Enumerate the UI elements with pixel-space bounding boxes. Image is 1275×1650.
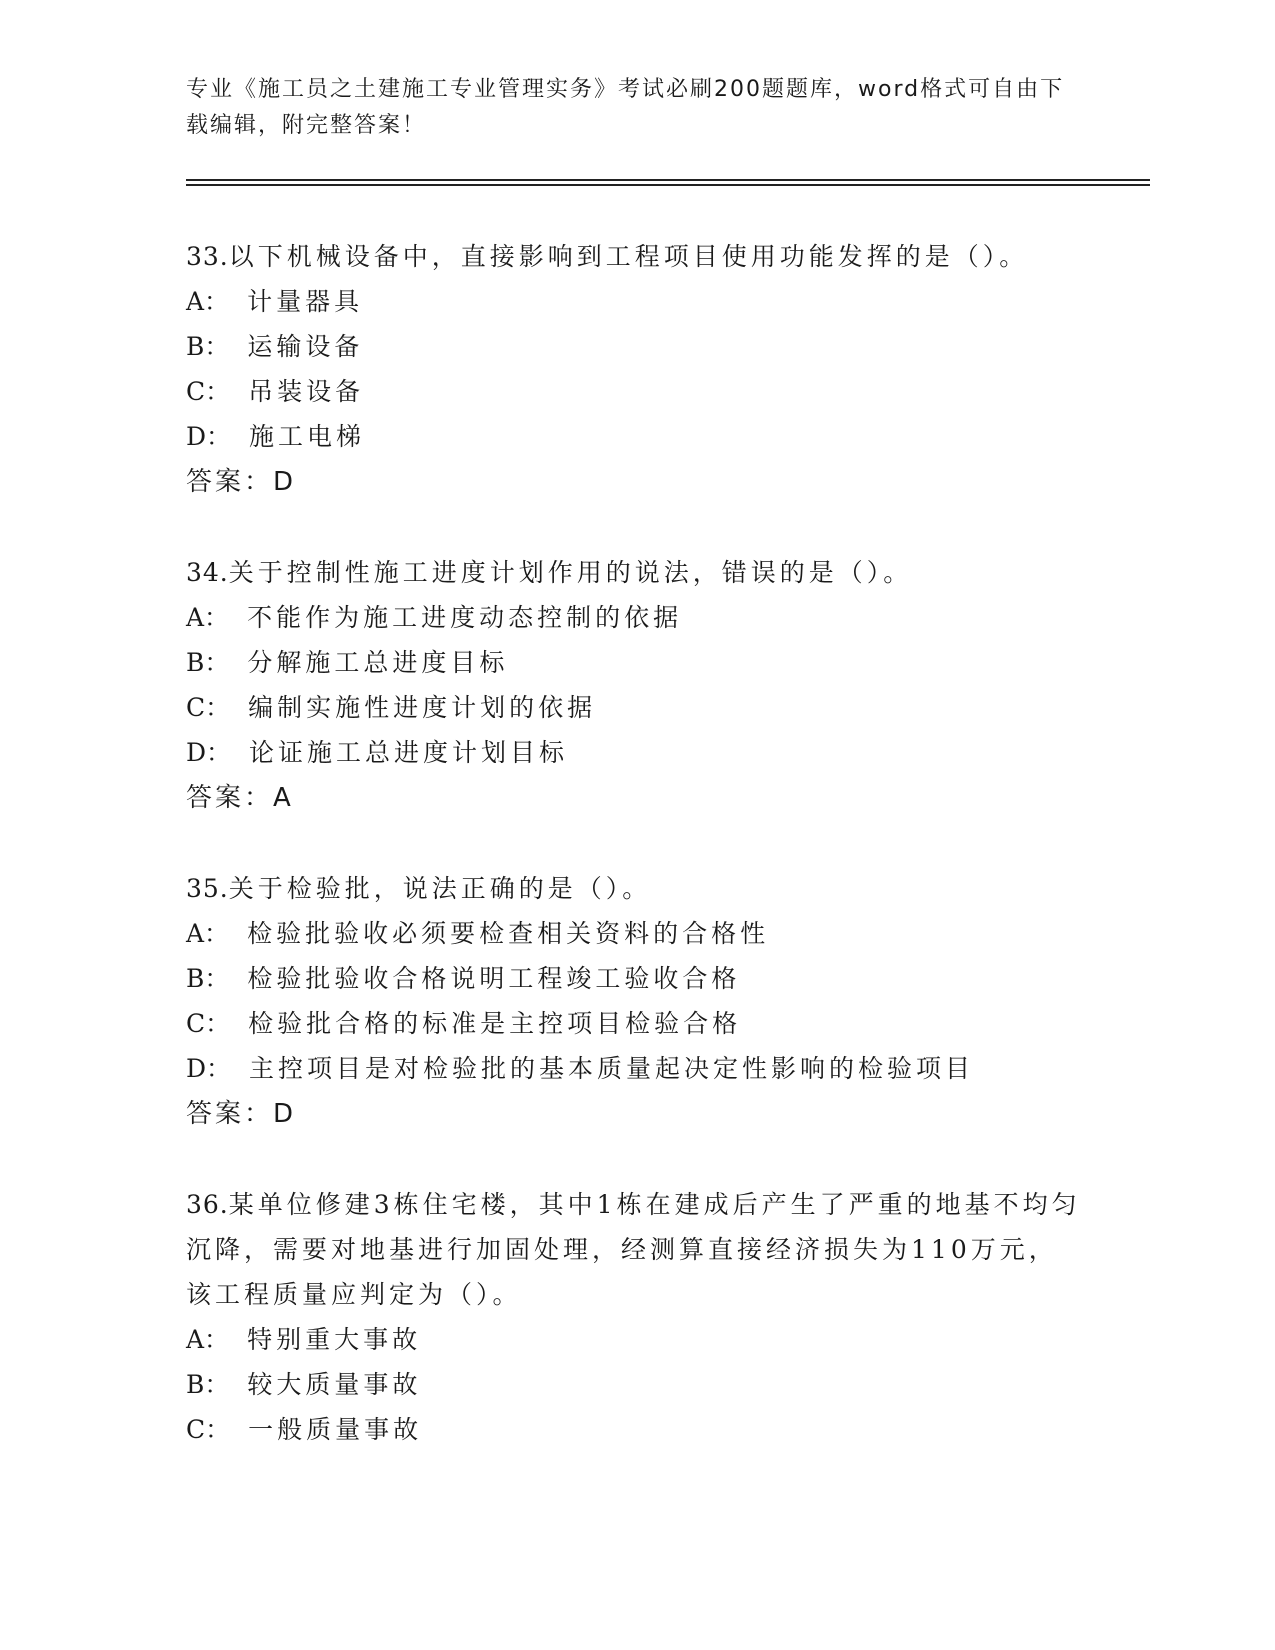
option-a	[186, 279, 1086, 324]
option-c	[186, 685, 1086, 730]
option-letter: C：	[186, 377, 231, 406]
question-text	[186, 866, 1086, 911]
question-number: 33.	[186, 242, 229, 271]
header-divider-bottom	[186, 184, 1150, 186]
answer: 答案：A	[186, 783, 294, 813]
option-text: 分解施工总进度目标	[247, 648, 509, 677]
option-text: 施工电梯	[249, 422, 366, 451]
option-letter: B：	[186, 332, 230, 361]
option-a	[186, 1317, 1086, 1362]
question-34	[186, 550, 1086, 821]
option-letter: D：	[186, 422, 232, 451]
header-title: 专业《施工员之土建施工专业管理实务》考试必刷200题题库，word格式可自由下载编辑，附完整答案！	[186, 77, 1065, 138]
option-letter: C：	[186, 1415, 231, 1444]
answer: 答案：D	[186, 1099, 297, 1129]
option-letter: D：	[186, 1054, 232, 1083]
question-35	[186, 866, 1086, 1137]
question-text	[186, 550, 1086, 595]
option-letter: B：	[186, 648, 230, 677]
option-a	[186, 595, 1086, 640]
option-d	[186, 1046, 1086, 1091]
question-text	[186, 1182, 1086, 1317]
option-b	[186, 640, 1086, 685]
question-stem: 关于控制性施工进度计划作用的说法，错误的是（）。	[228, 558, 913, 587]
option-b	[186, 324, 1086, 369]
option-d	[186, 730, 1086, 775]
option-text: 运输设备	[247, 332, 364, 361]
option-text: 检验批合格的标准是主控项目检验合格	[248, 1009, 742, 1038]
option-a	[186, 911, 1086, 956]
option-d	[186, 414, 1086, 459]
option-text: 检验批验收合格说明工程竣工验收合格	[247, 964, 741, 993]
option-text: 计量器具	[247, 287, 364, 316]
option-b	[186, 956, 1086, 1001]
option-text: 论证施工总进度计划目标	[249, 738, 569, 767]
option-letter: B：	[186, 964, 230, 993]
header-divider-top	[186, 179, 1150, 181]
option-letter: A：	[186, 919, 230, 948]
option-text: 特别重大事故	[247, 1325, 422, 1354]
question-text	[186, 234, 1086, 279]
option-letter: A：	[186, 603, 230, 632]
answer: 答案：D	[186, 467, 297, 497]
question-list	[186, 234, 1086, 1497]
question-number: 36.	[186, 1190, 229, 1219]
question-number: 35.	[186, 874, 229, 903]
option-c	[186, 369, 1086, 414]
option-text: 吊装设备	[248, 377, 365, 406]
option-letter: C：	[186, 693, 231, 722]
option-text: 检验批验收必须要检查相关资料的合格性	[247, 919, 770, 948]
question-33	[186, 234, 1086, 505]
question-stem: 关于检验批，说法正确的是（）。	[228, 874, 652, 903]
option-text: 编制实施性进度计划的依据	[248, 693, 597, 722]
option-letter: A：	[186, 287, 230, 316]
question-number: 34.	[186, 558, 229, 587]
page-header	[186, 72, 1066, 144]
question-stem: 某单位修建3栋住宅楼，其中1栋在建成后产生了严重的地基不均匀沉降，需要对地基进行加固处理，经测算直接经济损失为110万元，该工程质量应判定为（）。	[186, 1190, 1081, 1309]
option-text: 主控项目是对检验批的基本质量起决定性影响的检验项目	[249, 1054, 975, 1083]
option-text: 较大质量事故	[247, 1370, 422, 1399]
option-letter: B：	[186, 1370, 230, 1399]
option-c	[186, 1001, 1086, 1046]
question-stem: 以下机械设备中，直接影响到工程项目使用功能发挥的是（）。	[228, 242, 1029, 271]
option-letter: D：	[186, 738, 232, 767]
option-text: 不能作为施工进度动态控制的依据	[247, 603, 683, 632]
option-b	[186, 1362, 1086, 1407]
option-letter: C：	[186, 1009, 231, 1038]
option-letter: A：	[186, 1325, 230, 1354]
option-c	[186, 1407, 1086, 1452]
question-36	[186, 1182, 1086, 1452]
option-text: 一般质量事故	[248, 1415, 423, 1444]
